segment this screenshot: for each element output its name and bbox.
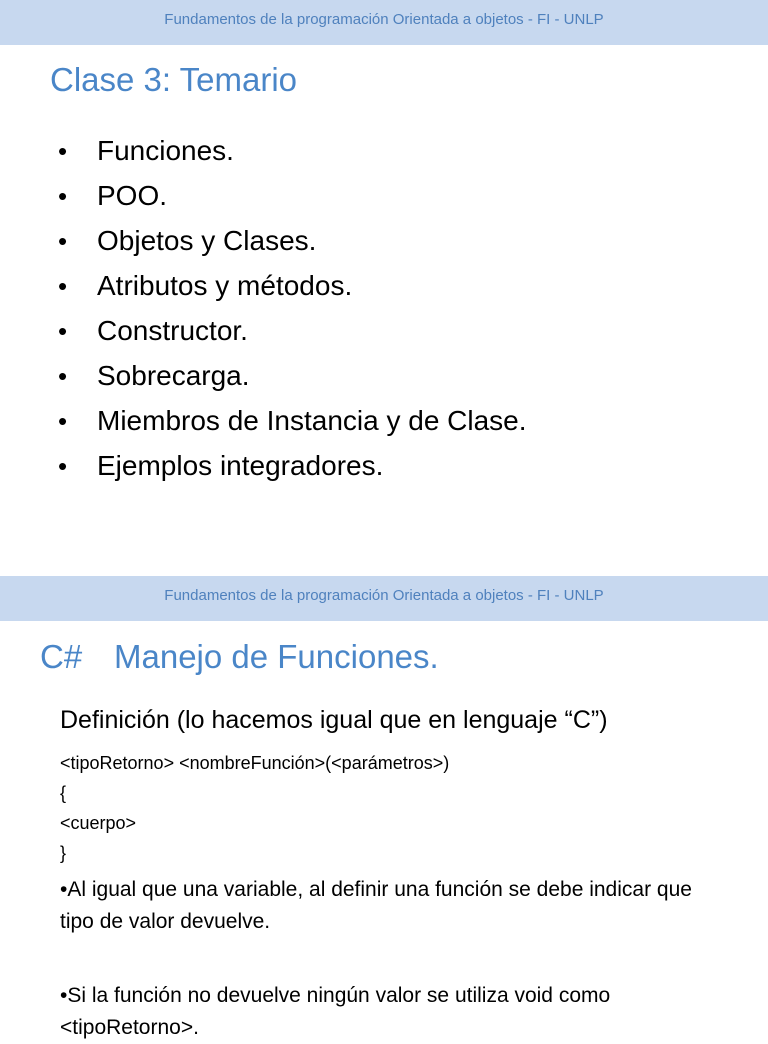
code-line: <cuerpo> [60, 813, 137, 833]
bullet-icon: • [58, 225, 68, 256]
paragraph: •Al igual que una variable, al definir una función se debe indicar que tipo de valor devuelve. [60, 878, 692, 933]
list-item-text: Ejemplos integradores. [97, 449, 384, 481]
list-item [58, 398, 527, 443]
list-item [58, 443, 527, 488]
list-item [58, 263, 527, 308]
bullet-list [58, 128, 527, 488]
bullet-icon: • [58, 180, 68, 211]
list-item [58, 173, 527, 218]
code-block [60, 748, 449, 868]
bullet-icon: • [58, 405, 68, 436]
title-prefix: C# [40, 638, 83, 675]
list-item-text: Atributos y métodos. [97, 269, 353, 301]
bullet-icon: • [58, 315, 68, 346]
definition-heading: Definición (lo hacemos igual que en lenguaje “C”) [60, 706, 608, 734]
code-line: } [60, 843, 67, 863]
slide-funciones [0, 576, 768, 1039]
code-line: <tipoRetorno> <nombreFunción>(<parámetros>) [60, 753, 450, 773]
list-item [58, 128, 527, 173]
list-item-text: Sobrecarga. [97, 359, 250, 391]
list-item-text: Funciones. [97, 134, 234, 166]
list-item [58, 308, 527, 353]
title-text: Manejo de Funciones. [114, 638, 439, 675]
slide-header: Fundamentos de la programación Orientada a objetos - FI - UNLP [0, 576, 768, 621]
slide-title [40, 640, 439, 673]
list-item-text: POO. [97, 179, 168, 211]
bullet-icon: • [58, 135, 68, 166]
bullet-icon: • [58, 360, 68, 391]
list-item-text: Constructor. [97, 314, 248, 346]
list-item-text: Miembros de Instancia y de Clase. [97, 404, 527, 436]
bullet-icon: • [58, 450, 68, 481]
slide-header: Fundamentos de la programación Orientada a objetos - FI - UNLP [0, 0, 768, 45]
paragraph: •Si la función no devuelve ningún valor se utiliza void como <tipoRetorno>. [60, 984, 611, 1039]
bullet-icon: • [58, 270, 68, 301]
slide-title: Clase 3: Temario [50, 61, 298, 98]
list-item [58, 353, 527, 398]
list-item [58, 218, 527, 263]
list-item-text: Objetos y Clases. [97, 224, 317, 256]
code-line: { [60, 783, 67, 803]
